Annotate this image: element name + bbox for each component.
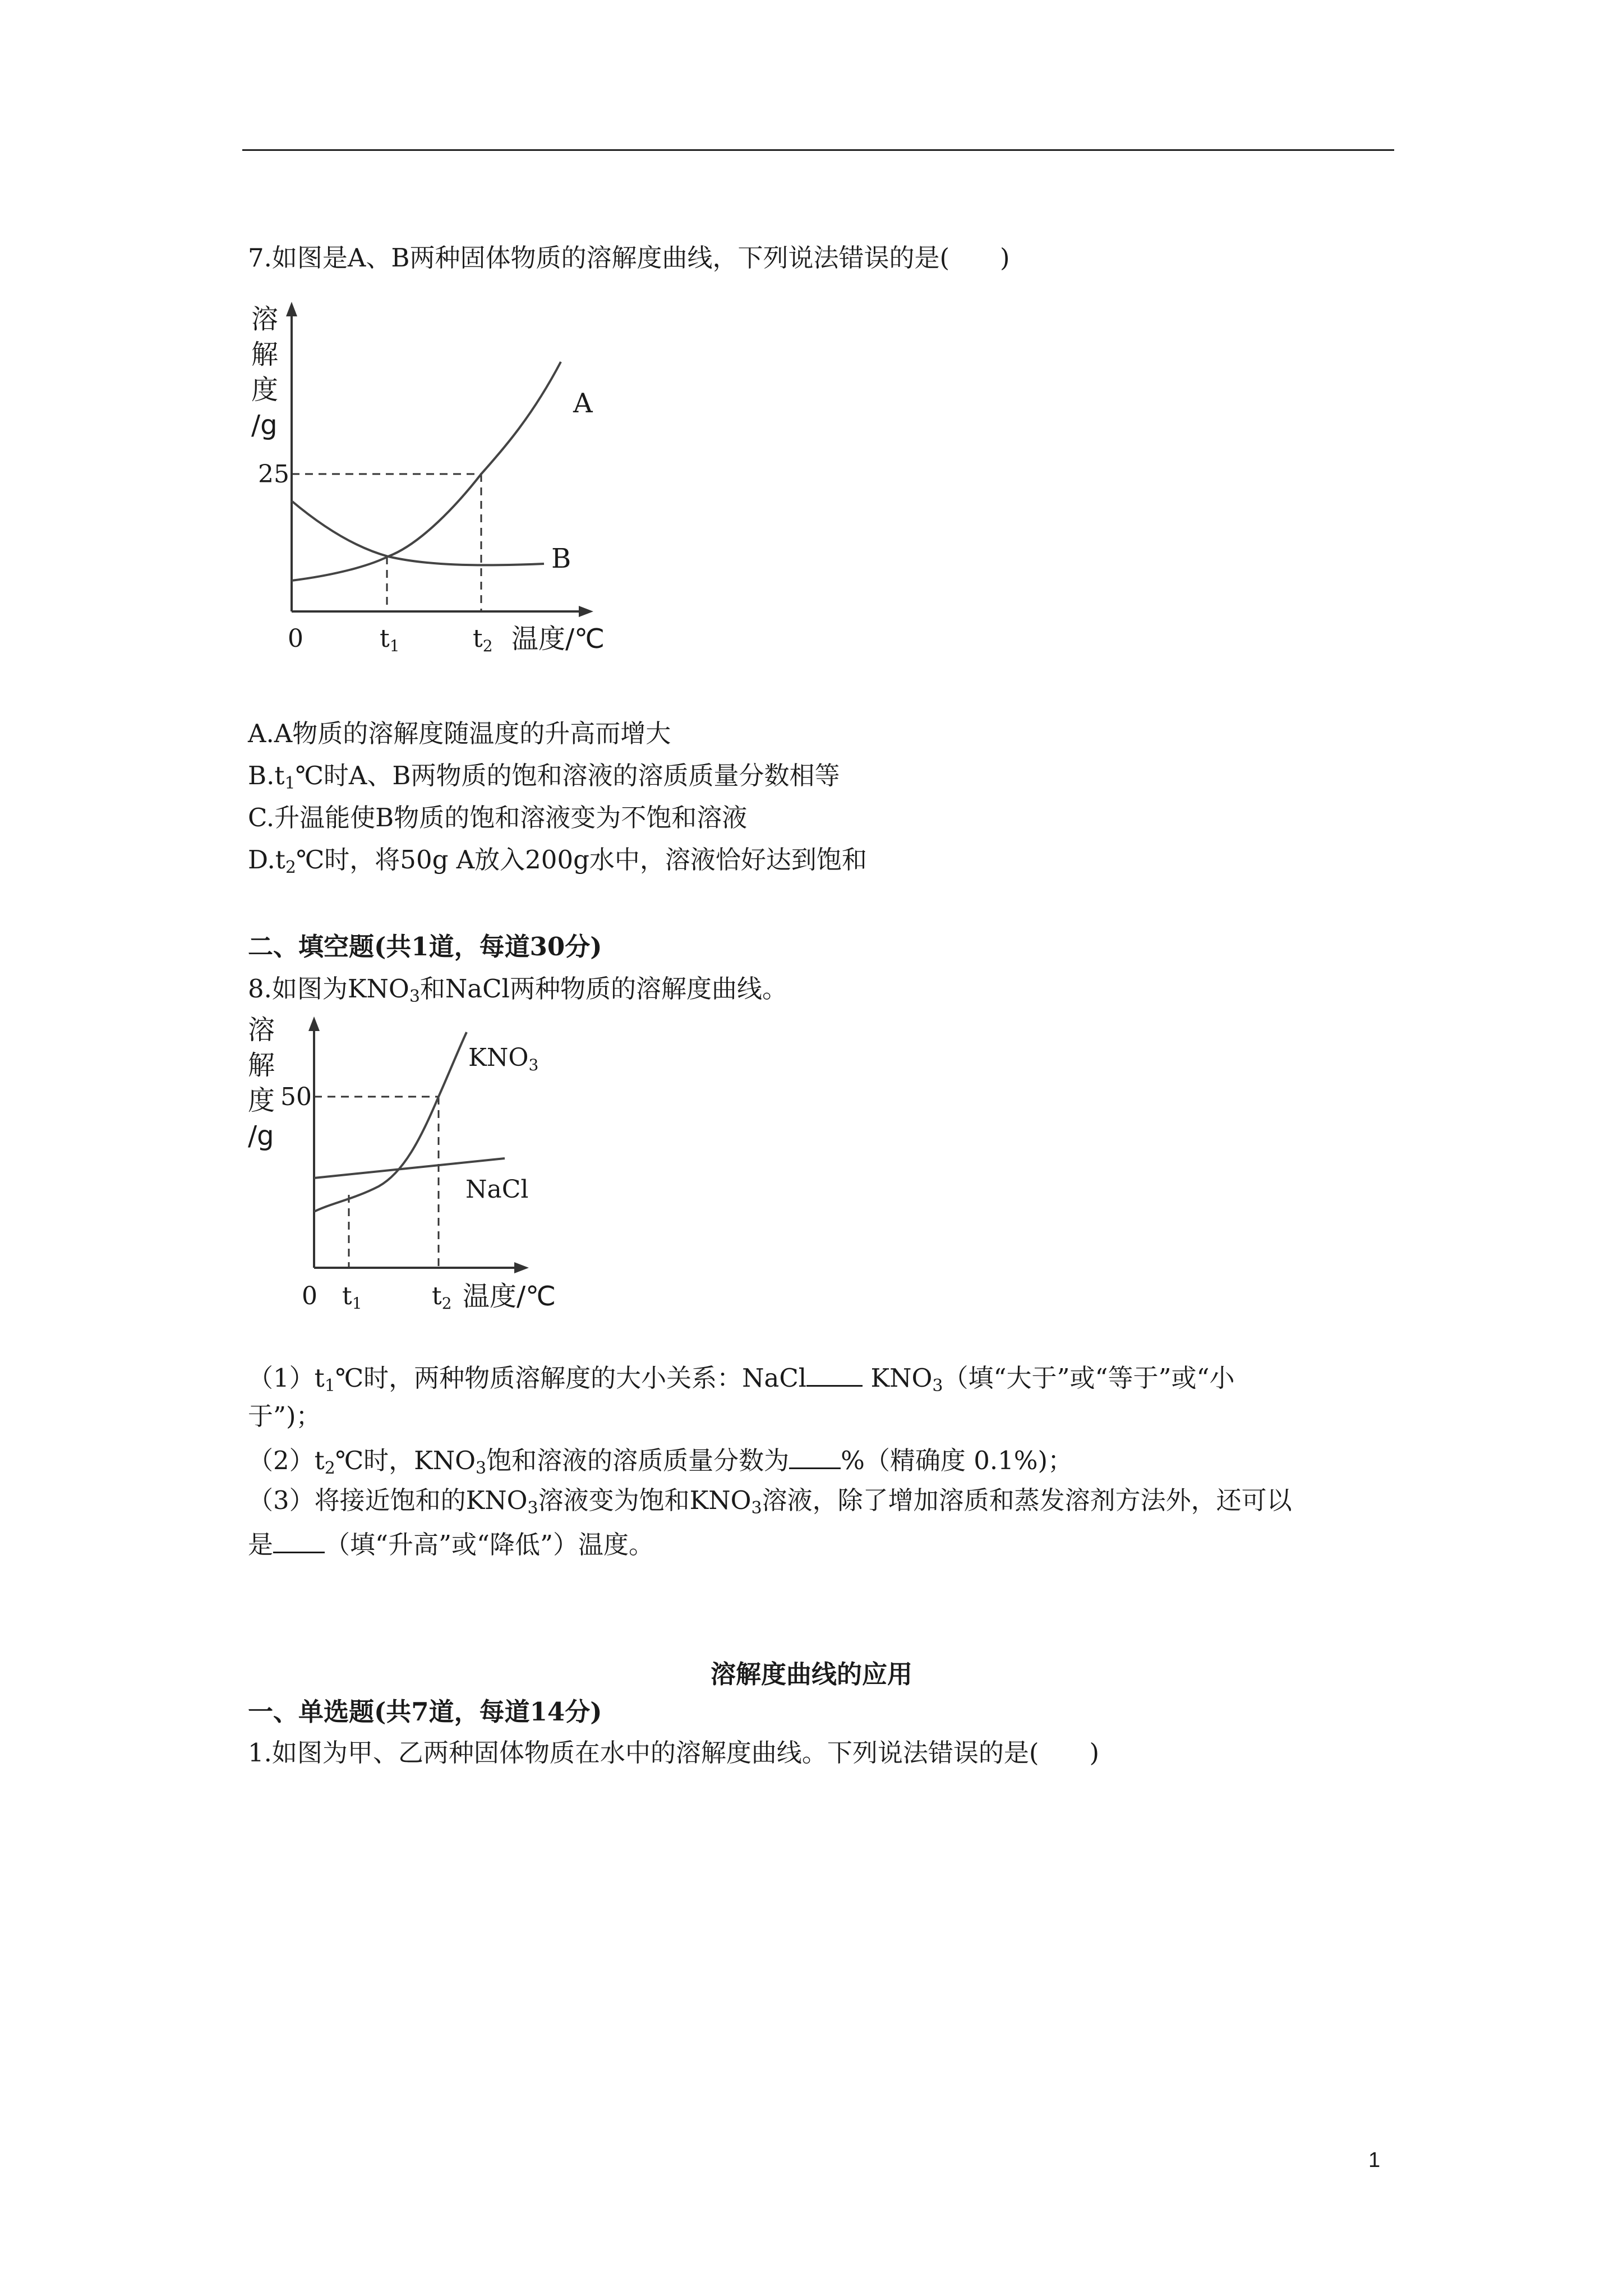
q8-origin-label: 0 [302,1282,317,1310]
q8-y-label-4: /g [248,1120,274,1152]
q7-tick-t1: t1 [380,624,400,655]
q7-option-a: A.A物质的溶解度随温度的升高而增大 [248,719,671,748]
q7-y-label-2: 解 [251,339,279,370]
q8-part3-line2: 是 （填“升高”或“降低”）温度。 [248,1526,654,1562]
q7-y-label-4: /g [251,409,278,441]
q7-y-label-3: 度 [251,374,279,406]
q8-part1-blank[interactable] [806,1359,863,1387]
q8-y-label-2: 解 [248,1050,275,1081]
q8-part1-line1: $(1)t_1℃$时，两种物质溶解度的大小关系：NaCl $KNO_3$（填“大于”或“等于”或“小 [248,1359,1235,1395]
q8-tick-t2: t2 [432,1282,452,1313]
q7-curve-a [292,362,561,581]
q7-curve-b [292,501,544,565]
q8-part3-line1: （3）将接近饱和的$KNO_3$溶液变为饱和$KNO_3$溶液，除了增加溶质和蒸发溶剂方法外，还可以 [248,1485,1292,1518]
section-title: 溶解度曲线的应用 [710,1659,912,1689]
q7-stem: 7.如图是A、B两种固体物质的溶解度曲线，下列说法错误的是( ) [248,243,1010,273]
q1-stem: 1.如图为甲、乙两种固体物质在水中的溶解度曲线。下列说法错误的是( ) [248,1738,1100,1768]
q7-y-tick-25: 25 [258,460,289,489]
q7-option-b: $B.t_1℃$时A、B两物质的饱和溶液的溶质质量分数相等 [248,761,840,793]
page-number: 1 [1368,2148,1381,2172]
q8-kno3-label: KNO3 [468,1043,539,1074]
q7-y-label-1: 溶 [251,303,279,335]
q7-curve-b-label: B [551,543,571,574]
q8-part3-blank[interactable] [273,1526,325,1553]
q8-nacl-label: NaCl [465,1175,529,1204]
q8-part2: $(2)t_2℃$时，$KNO_3$饱和溶液的溶质质量分数为 %（精确度 0.1%)； [248,1442,1073,1478]
section1-title: 一、单选题(共7道，每道14分) [248,1697,602,1727]
section2-title: 二、填空题(共1道，每道30分) [248,932,602,961]
q7-curve-a-label: A [573,388,593,419]
q8-y-label-1: 溶 [248,1014,275,1046]
q7-origin-label: 0 [288,624,303,653]
header-rule [242,149,1394,151]
q7-x-axis-label: 温度/℃ [511,623,605,655]
q7-solubility-chart [241,297,623,673]
q8-y-label-3: 度 [248,1085,275,1116]
q8-part1-line2: 于”)； [248,1401,321,1431]
q7-option-c: C.升温能使B物质的饱和溶液变为不饱和溶液 [248,803,748,832]
q8-x-axis-label: 温度/℃ [463,1281,556,1312]
q8-stem: 8.如图为$KNO_3$和NaCl两种物质的溶解度曲线。 [248,974,787,1006]
q8-curve-kno3 [314,1032,467,1212]
q8-y-tick-50: 50 [280,1083,312,1111]
q8-tick-t1: t1 [342,1282,362,1313]
q7-tick-t2: t2 [473,624,493,655]
q8-solubility-chart [241,1010,578,1324]
q8-part2-blank[interactable] [789,1442,841,1469]
q7-option-d: $D.t_2℃$时，将50g A放入200g水中，溶液恰好达到饱和 [248,845,867,877]
